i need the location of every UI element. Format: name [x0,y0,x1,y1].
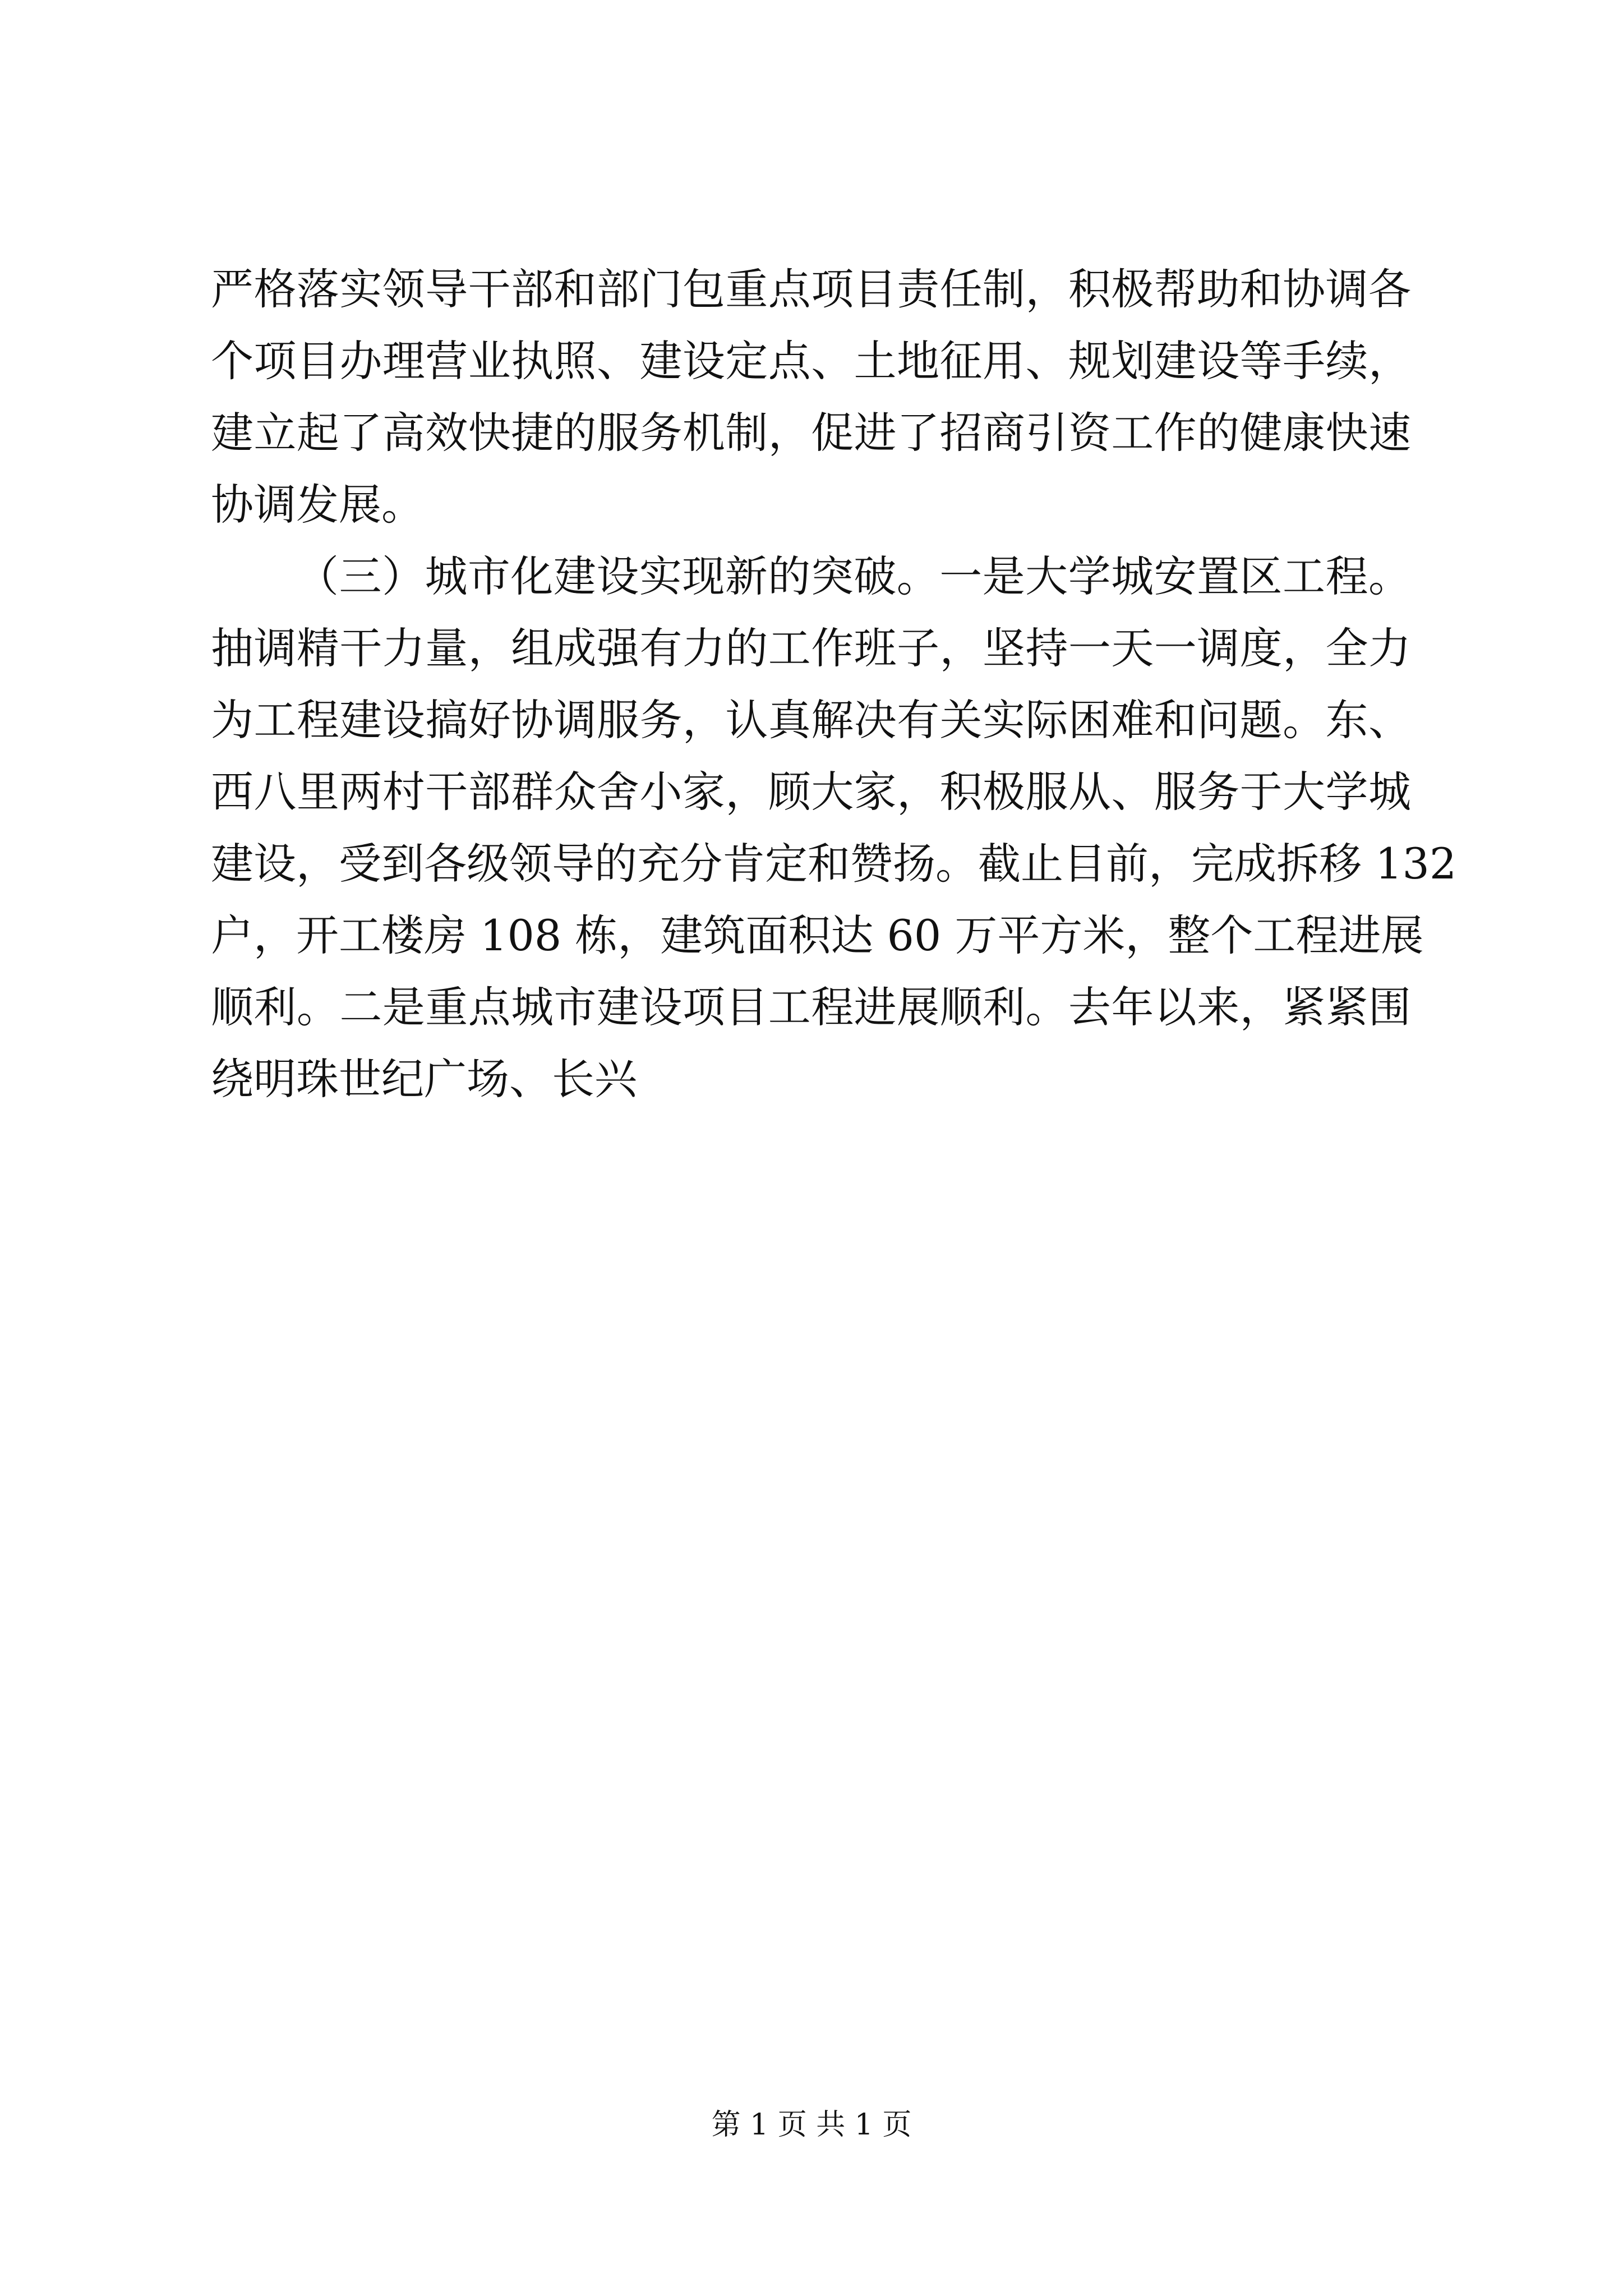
text-line: 为工程建设搞好协调服务，认真解决有关实际困难和问题。东、 [211,695,1411,745]
paragraph-1 [211,254,1411,541]
text-line: 户，开工楼房 108 栋，建筑面积达 60 万平方米，整个工程进展 [211,910,1424,960]
text-line: 建设，受到各级领导的充分肯定和赞扬。截止目前，完成拆移 132 [211,839,1457,889]
text-line: 绕明珠世纪广场、长兴 [211,1054,637,1104]
text-line: 严格落实领导干部和部门包重点项目责任制，积极帮助和协调各 [211,264,1411,314]
page-footer: 第 1 页 共 1 页 [711,2108,912,2142]
paragraph-2 [211,541,1457,1115]
text-line: 协调发展。 [211,480,424,530]
text-line: 建立起了高效快捷的服务机制，促进了招商引资工作的健康快速 [211,408,1411,458]
document-body [211,254,1457,1115]
text-line: 抽调精干力量，组成强有力的工作班子，坚持一天一调度，全力 [211,623,1411,673]
text-line: 个项目办理营业执照、建设定点、土地征用、规划建设等手续， [211,336,1411,386]
text-line: （三）城市化建设实现新的突破。一是大学城安置区工程。 [296,551,1411,601]
text-line: 西八里两村干部群众舍小家，顾大家，积极服从、服务于大学城 [211,767,1411,817]
text-line: 顺利。二是重点城市建设项目工程进展顺利。去年以来，紧紧围 [211,982,1411,1032]
